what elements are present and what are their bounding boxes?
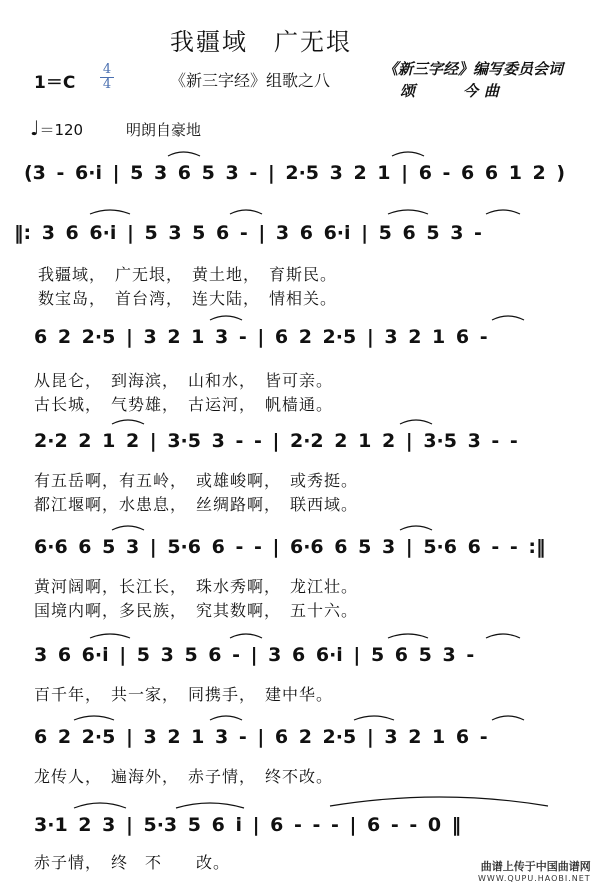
lyricist-credit: 《新三字经》编写委员会词: [383, 60, 564, 78]
slur: [90, 210, 130, 214]
song-title: 我疆域 广无垠: [170, 28, 352, 56]
composer-credit: 颂 今曲: [400, 82, 506, 100]
slur: [210, 716, 242, 720]
slur: [354, 716, 394, 720]
row-6-lyrics: 百千年， 共一家， 同携手， 建中华。: [34, 685, 334, 704]
score-row-5-notes: 6·6 6 5 3 | 5·6 6 - - | 6·6 6 5 3 | 5·6 6 - - :‖: [34, 536, 546, 558]
row-3-lyrics-verse-1: 从昆仑， 到海滨， 山和水， 皆可亲。: [34, 371, 334, 390]
tempo-value: ＝120: [39, 121, 84, 139]
expression-marking: 明朗自豪地: [126, 121, 202, 139]
watermark-line-1: 曲谱上传于中国曲谱网: [480, 860, 591, 873]
slur: [492, 716, 524, 720]
score-row-3-notes: 6 2 2·5 | 3 2 1 3 - | 6 2 2·5 | 3 2 1 6 -: [34, 326, 488, 348]
slur: [74, 716, 114, 720]
slur: [112, 526, 144, 530]
row-2-lyrics-verse-2: 数宝岛， 首台湾， 连大陆， 情相关。: [38, 289, 338, 308]
watermark-line-2: WWW.QUPU.HAOBI.NET: [478, 874, 591, 883]
quarter-note-icon: ♩: [30, 116, 40, 140]
slur: [392, 152, 424, 156]
score-row-8-notes: 3·1 2 3 | 5·3 5 6 i | 6 - - - | 6 - - 0 ‖: [34, 814, 462, 836]
slur: [388, 210, 428, 214]
slur: [210, 316, 242, 320]
slur: [168, 152, 200, 156]
row-2-lyrics-verse-1: 我疆域， 广无垠， 黄土地， 育斯民。: [38, 265, 338, 284]
slur: [74, 803, 126, 808]
score-row-6-notes: 3 6 6·i | 5 3 5 6 - | 3 6 6·i | 5 6 5 3 -: [34, 644, 475, 666]
slur: [112, 420, 144, 424]
score-row-4-notes: 2·2 2 1 2 | 3·5 3 - - | 2·2 2 1 2 | 3·5 3 - -: [34, 430, 518, 452]
time-signature-top: 4: [102, 62, 112, 77]
slur: [230, 634, 262, 638]
row-4-lyrics-verse-2: 都江堰啊，水患息， 丝绸路啊， 联西域。: [34, 495, 359, 514]
row-8-lyrics: 赤子情， 终 不 改。: [34, 853, 231, 872]
slur: [486, 210, 520, 214]
slur: [400, 526, 432, 530]
slur: [90, 634, 130, 638]
score-row-1-notes: (3 - 6·i | 5 3 6 5 3 - | 2·5 3 2 1 | 6 - 6 6 1 2 ): [24, 162, 566, 184]
row-3-lyrics-verse-2: 古长城， 气势雄， 古运河， 帆樯通。: [34, 395, 334, 414]
slur: [486, 634, 520, 638]
time-signature-bottom: 4: [102, 77, 112, 92]
tie: [330, 797, 548, 806]
key-signature: 1＝C: [34, 73, 76, 93]
slur: [400, 420, 432, 424]
slur: [492, 316, 524, 320]
subtitle: 《新三字经》组歌之八: [170, 71, 331, 90]
slur: [388, 634, 428, 638]
score-row-2-notes: ‖: 3 6 6·i | 5 3 5 6 - | 3 6 6·i | 5 6 5 3 -: [14, 222, 482, 244]
row-5-lyrics-verse-1: 黄河阔啊，长江长， 珠水秀啊， 龙江壮。: [34, 577, 359, 596]
slur: [230, 210, 262, 214]
slur: [176, 803, 244, 808]
row-4-lyrics-verse-1: 有五岳啊，有五岭， 或雄峻啊， 或秀挺。: [34, 471, 359, 490]
row-7-lyrics: 龙传人， 遍海外， 赤子情， 终不改。: [34, 767, 334, 786]
score-row-7-notes: 6 2 2·5 | 3 2 1 3 - | 6 2 2·5 | 3 2 1 6 -: [34, 726, 488, 748]
row-5-lyrics-verse-2: 国境内啊，多民族， 究其数啊， 五十六。: [34, 601, 359, 620]
